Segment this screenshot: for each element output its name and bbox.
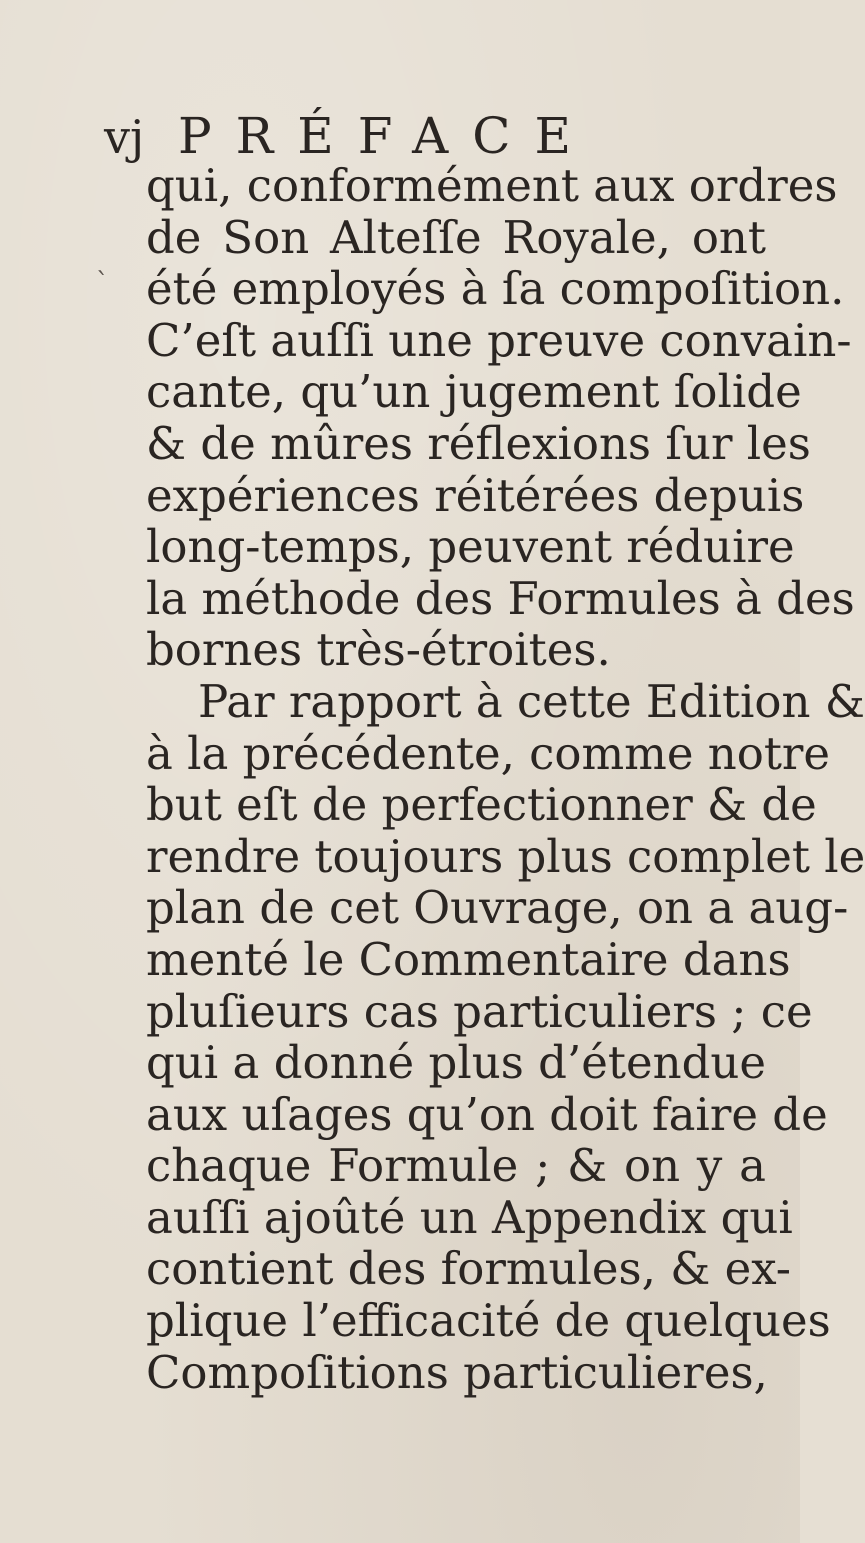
- text-line: pluſieurs cas particuliers ; ce: [146, 984, 813, 1038]
- text-line: plique l’efficacité de quelques: [146, 1294, 831, 1348]
- text-line: chaque Formule ; & on y a: [146, 1139, 766, 1193]
- margin-mark: `: [96, 268, 109, 298]
- text-line: de Son Alteſſe Royale, ont: [146, 210, 766, 264]
- text-line: la méthode des Formules à des: [146, 571, 855, 625]
- body-text: [146, 159, 865, 1399]
- text-line: auſſi ajoûté un Appendix qui: [146, 1190, 793, 1244]
- text-line: menté le Commentaire dans: [146, 932, 791, 986]
- text-line: & de mûres réflexions ſur les: [146, 416, 811, 470]
- text-line: C’eſt auſſi une preuve convain-: [146, 313, 852, 367]
- page-header: [104, 106, 724, 166]
- text-line: cante, qu’un jugement ſolide: [146, 365, 802, 419]
- text-line: expériences réitérées depuis: [146, 468, 805, 522]
- text-line: long-temps, peuvent réduire: [146, 520, 795, 574]
- text-line: Compoſitions particulieres,: [146, 1345, 768, 1399]
- text-line: qui a donné plus d’étendue: [146, 1036, 766, 1090]
- text-line: qui, conformément aux ordres: [146, 159, 838, 212]
- text-line: but eſt de perfectionner & de: [146, 778, 817, 832]
- text-line: à la précédente, comme notre: [146, 726, 831, 780]
- text-line: contient des formules, & ex-: [146, 1242, 792, 1296]
- text-line: aux uſages qu’on doit faire de: [146, 1087, 828, 1141]
- page-number: vj: [104, 110, 145, 164]
- text-line: été employés à ſa compoſition.: [146, 262, 845, 316]
- text-line: plan de cet Ouvrage, on a aug-: [146, 881, 849, 935]
- running-title: PRÉFACE: [178, 107, 595, 165]
- text-line: bornes très-étroites.: [146, 623, 611, 677]
- text-line: rendre toujours plus complet le: [146, 829, 865, 883]
- text-line: Par rapport à cette Edition &: [198, 674, 865, 728]
